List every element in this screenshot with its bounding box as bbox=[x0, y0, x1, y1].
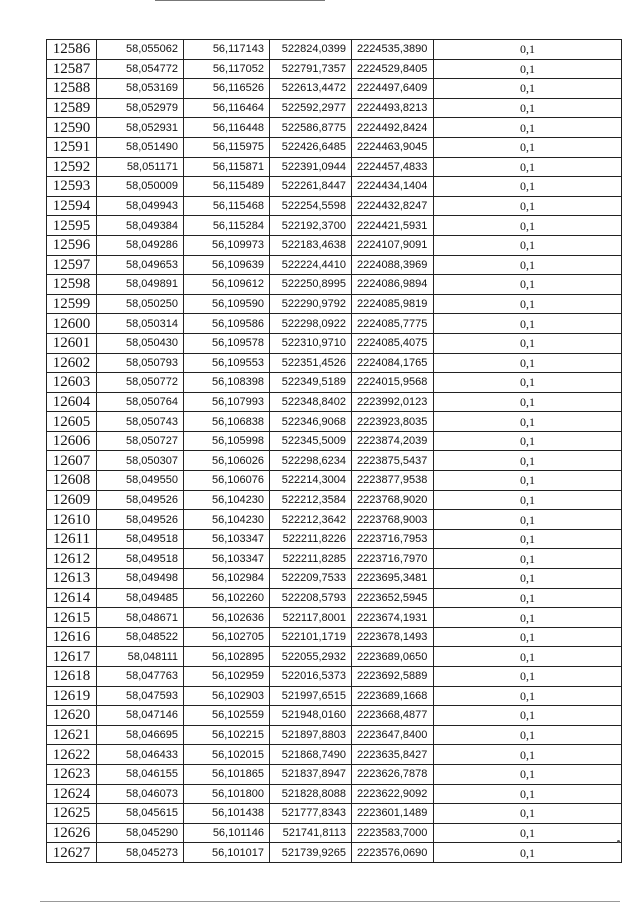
latitude-cell: 58,050743 bbox=[97, 412, 184, 432]
y-coordinate-cell: 2224463,9045 bbox=[352, 137, 434, 157]
x-coordinate-cell: 522426,6485 bbox=[270, 137, 352, 157]
x-coordinate-cell: 522613,4472 bbox=[270, 79, 352, 99]
x-coordinate-cell: 522586,8775 bbox=[270, 118, 352, 138]
y-coordinate-cell: 2224015,9568 bbox=[352, 373, 434, 393]
point-number-cell: 12616 bbox=[47, 627, 97, 647]
x-coordinate-cell: 522250,8995 bbox=[270, 275, 352, 295]
point-number-cell: 12612 bbox=[47, 549, 97, 569]
x-coordinate-cell: 522183,4638 bbox=[270, 235, 352, 255]
longitude-cell: 56,106026 bbox=[184, 451, 270, 471]
latitude-cell: 58,049286 bbox=[97, 235, 184, 255]
x-coordinate-cell: 521997,6515 bbox=[270, 686, 352, 706]
latitude-cell: 58,048111 bbox=[97, 647, 184, 667]
x-coordinate-cell: 522208,5793 bbox=[270, 588, 352, 608]
y-coordinate-cell: 2223635,8427 bbox=[352, 745, 434, 765]
point-number-cell: 12620 bbox=[47, 706, 97, 726]
y-coordinate-cell: 2223678,1493 bbox=[352, 627, 434, 647]
latitude-cell: 58,049485 bbox=[97, 588, 184, 608]
longitude-cell: 56,101865 bbox=[184, 764, 270, 784]
x-coordinate-cell: 522212,3642 bbox=[270, 510, 352, 530]
table-row bbox=[47, 784, 622, 804]
longitude-cell: 56,102559 bbox=[184, 706, 270, 726]
accuracy-cell: 0,1 bbox=[434, 431, 622, 451]
table-row bbox=[47, 294, 622, 314]
x-coordinate-cell: 522290,9792 bbox=[270, 294, 352, 314]
latitude-cell: 58,055062 bbox=[97, 40, 184, 60]
latitude-cell: 58,047763 bbox=[97, 667, 184, 687]
x-coordinate-cell: 522101,1719 bbox=[270, 627, 352, 647]
y-coordinate-cell: 2224421,5931 bbox=[352, 216, 434, 236]
point-number-cell: 12603 bbox=[47, 373, 97, 393]
top-scan-line bbox=[155, 0, 325, 1]
accuracy-cell: 0,1 bbox=[434, 137, 622, 157]
table-row bbox=[47, 471, 622, 491]
longitude-cell: 56,104230 bbox=[184, 490, 270, 510]
longitude-cell: 56,102215 bbox=[184, 725, 270, 745]
longitude-cell: 56,115975 bbox=[184, 137, 270, 157]
latitude-cell: 58,052979 bbox=[97, 98, 184, 118]
y-coordinate-cell: 2224107,9091 bbox=[352, 235, 434, 255]
y-coordinate-cell: 2224085,9819 bbox=[352, 294, 434, 314]
y-coordinate-cell: 2224529,8405 bbox=[352, 59, 434, 79]
table-row bbox=[47, 59, 622, 79]
longitude-cell: 56,101017 bbox=[184, 843, 270, 863]
y-coordinate-cell: 2223689,0650 bbox=[352, 647, 434, 667]
latitude-cell: 58,046433 bbox=[97, 745, 184, 765]
longitude-cell: 56,117143 bbox=[184, 40, 270, 60]
y-coordinate-cell: 2223647,8400 bbox=[352, 725, 434, 745]
table-row bbox=[47, 177, 622, 197]
latitude-cell: 58,053169 bbox=[97, 79, 184, 99]
longitude-cell: 56,109553 bbox=[184, 353, 270, 373]
y-coordinate-cell: 2223689,1668 bbox=[352, 686, 434, 706]
y-coordinate-cell: 2223877,9538 bbox=[352, 471, 434, 491]
latitude-cell: 58,049526 bbox=[97, 490, 184, 510]
point-number-cell: 12614 bbox=[47, 588, 97, 608]
y-coordinate-cell: 2223992,0123 bbox=[352, 392, 434, 412]
longitude-cell: 56,102636 bbox=[184, 608, 270, 628]
x-coordinate-cell: 521777,8343 bbox=[270, 804, 352, 824]
x-coordinate-cell: 521739,9265 bbox=[270, 843, 352, 863]
table-row bbox=[47, 451, 622, 471]
latitude-cell: 58,049518 bbox=[97, 549, 184, 569]
x-coordinate-cell: 522592,2977 bbox=[270, 98, 352, 118]
latitude-cell: 58,050250 bbox=[97, 294, 184, 314]
scan-speck bbox=[617, 840, 620, 843]
accuracy-cell: 0,1 bbox=[434, 588, 622, 608]
x-coordinate-cell: 521948,0160 bbox=[270, 706, 352, 726]
longitude-cell: 56,101438 bbox=[184, 804, 270, 824]
longitude-cell: 56,102895 bbox=[184, 647, 270, 667]
longitude-cell: 56,115284 bbox=[184, 216, 270, 236]
accuracy-cell: 0,1 bbox=[434, 275, 622, 295]
table-row bbox=[47, 706, 622, 726]
accuracy-cell: 0,1 bbox=[434, 98, 622, 118]
x-coordinate-cell: 522391,0944 bbox=[270, 157, 352, 177]
x-coordinate-cell: 522346,9068 bbox=[270, 412, 352, 432]
latitude-cell: 58,046695 bbox=[97, 725, 184, 745]
point-number-cell: 12610 bbox=[47, 510, 97, 530]
y-coordinate-cell: 2224432,8247 bbox=[352, 196, 434, 216]
x-coordinate-cell: 522055,2932 bbox=[270, 647, 352, 667]
accuracy-cell: 0,1 bbox=[434, 647, 622, 667]
accuracy-cell: 0,1 bbox=[434, 510, 622, 530]
y-coordinate-cell: 2223768,9003 bbox=[352, 510, 434, 530]
accuracy-cell: 0,1 bbox=[434, 59, 622, 79]
x-coordinate-cell: 522345,5009 bbox=[270, 431, 352, 451]
accuracy-cell: 0,1 bbox=[434, 196, 622, 216]
x-coordinate-cell: 521897,8803 bbox=[270, 725, 352, 745]
point-number-cell: 12607 bbox=[47, 451, 97, 471]
bottom-scan-line bbox=[40, 901, 620, 902]
latitude-cell: 58,052931 bbox=[97, 118, 184, 138]
latitude-cell: 58,049384 bbox=[97, 216, 184, 236]
accuracy-cell: 0,1 bbox=[434, 294, 622, 314]
latitude-cell: 58,047593 bbox=[97, 686, 184, 706]
latitude-cell: 58,049891 bbox=[97, 275, 184, 295]
accuracy-cell: 0,1 bbox=[434, 314, 622, 334]
longitude-cell: 56,102705 bbox=[184, 627, 270, 647]
latitude-cell: 58,045290 bbox=[97, 823, 184, 843]
table-row bbox=[47, 608, 622, 628]
table-row bbox=[47, 196, 622, 216]
table-row bbox=[47, 823, 622, 843]
longitude-cell: 56,109612 bbox=[184, 275, 270, 295]
table-row bbox=[47, 764, 622, 784]
longitude-cell: 56,101800 bbox=[184, 784, 270, 804]
latitude-cell: 58,048522 bbox=[97, 627, 184, 647]
longitude-cell: 56,107993 bbox=[184, 392, 270, 412]
accuracy-cell: 0,1 bbox=[434, 333, 622, 353]
point-number-cell: 12606 bbox=[47, 431, 97, 451]
table-row bbox=[47, 255, 622, 275]
latitude-cell: 58,050772 bbox=[97, 373, 184, 393]
accuracy-cell: 0,1 bbox=[434, 706, 622, 726]
coordinates-table bbox=[46, 39, 622, 863]
latitude-cell: 58,050430 bbox=[97, 333, 184, 353]
accuracy-cell: 0,1 bbox=[434, 373, 622, 393]
x-coordinate-cell: 522211,8226 bbox=[270, 529, 352, 549]
longitude-cell: 56,106838 bbox=[184, 412, 270, 432]
point-number-cell: 12591 bbox=[47, 137, 97, 157]
latitude-cell: 58,050793 bbox=[97, 353, 184, 373]
latitude-cell: 58,050314 bbox=[97, 314, 184, 334]
point-number-cell: 12594 bbox=[47, 196, 97, 216]
longitude-cell: 56,104230 bbox=[184, 510, 270, 530]
point-number-cell: 12623 bbox=[47, 764, 97, 784]
point-number-cell: 12625 bbox=[47, 804, 97, 824]
table-row bbox=[47, 843, 622, 863]
latitude-cell: 58,047146 bbox=[97, 706, 184, 726]
table-row bbox=[47, 79, 622, 99]
point-number-cell: 12598 bbox=[47, 275, 97, 295]
point-number-cell: 12615 bbox=[47, 608, 97, 628]
accuracy-cell: 0,1 bbox=[434, 823, 622, 843]
longitude-cell: 56,115489 bbox=[184, 177, 270, 197]
x-coordinate-cell: 522310,9710 bbox=[270, 333, 352, 353]
accuracy-cell: 0,1 bbox=[434, 667, 622, 687]
accuracy-cell: 0,1 bbox=[434, 177, 622, 197]
y-coordinate-cell: 2224085,7775 bbox=[352, 314, 434, 334]
point-number-cell: 12627 bbox=[47, 843, 97, 863]
table-row bbox=[47, 40, 622, 60]
accuracy-cell: 0,1 bbox=[434, 216, 622, 236]
x-coordinate-cell: 522214,3004 bbox=[270, 471, 352, 491]
table-row bbox=[47, 588, 622, 608]
x-coordinate-cell: 522254,5598 bbox=[270, 196, 352, 216]
latitude-cell: 58,050307 bbox=[97, 451, 184, 471]
table-row bbox=[47, 353, 622, 373]
accuracy-cell: 0,1 bbox=[434, 569, 622, 589]
longitude-cell: 56,103347 bbox=[184, 529, 270, 549]
accuracy-cell: 0,1 bbox=[434, 255, 622, 275]
point-number-cell: 12600 bbox=[47, 314, 97, 334]
latitude-cell: 58,051171 bbox=[97, 157, 184, 177]
longitude-cell: 56,116464 bbox=[184, 98, 270, 118]
longitude-cell: 56,101146 bbox=[184, 823, 270, 843]
point-number-cell: 12588 bbox=[47, 79, 97, 99]
x-coordinate-cell: 522298,6234 bbox=[270, 451, 352, 471]
point-number-cell: 12622 bbox=[47, 745, 97, 765]
y-coordinate-cell: 2224434,1404 bbox=[352, 177, 434, 197]
latitude-cell: 58,048671 bbox=[97, 608, 184, 628]
x-coordinate-cell: 522117,8001 bbox=[270, 608, 352, 628]
latitude-cell: 58,054772 bbox=[97, 59, 184, 79]
point-number-cell: 12602 bbox=[47, 353, 97, 373]
x-coordinate-cell: 522824,0399 bbox=[270, 40, 352, 60]
x-coordinate-cell: 522211,8285 bbox=[270, 549, 352, 569]
y-coordinate-cell: 2223576,0690 bbox=[352, 843, 434, 863]
point-number-cell: 12587 bbox=[47, 59, 97, 79]
latitude-cell: 58,051490 bbox=[97, 137, 184, 157]
point-number-cell: 12611 bbox=[47, 529, 97, 549]
table-row bbox=[47, 392, 622, 412]
x-coordinate-cell: 522349,5189 bbox=[270, 373, 352, 393]
point-number-cell: 12619 bbox=[47, 686, 97, 706]
table-row bbox=[47, 490, 622, 510]
accuracy-cell: 0,1 bbox=[434, 40, 622, 60]
accuracy-cell: 0,1 bbox=[434, 843, 622, 863]
y-coordinate-cell: 2223652,5945 bbox=[352, 588, 434, 608]
x-coordinate-cell: 521868,7490 bbox=[270, 745, 352, 765]
point-number-cell: 12605 bbox=[47, 412, 97, 432]
latitude-cell: 58,049498 bbox=[97, 569, 184, 589]
accuracy-cell: 0,1 bbox=[434, 784, 622, 804]
y-coordinate-cell: 2223583,7000 bbox=[352, 823, 434, 843]
latitude-cell: 58,049653 bbox=[97, 255, 184, 275]
x-coordinate-cell: 522212,3584 bbox=[270, 490, 352, 510]
point-number-cell: 12597 bbox=[47, 255, 97, 275]
longitude-cell: 56,116448 bbox=[184, 118, 270, 138]
point-number-cell: 12596 bbox=[47, 235, 97, 255]
latitude-cell: 58,045273 bbox=[97, 843, 184, 863]
table-row bbox=[47, 98, 622, 118]
table-row bbox=[47, 314, 622, 334]
accuracy-cell: 0,1 bbox=[434, 451, 622, 471]
accuracy-cell: 0,1 bbox=[434, 79, 622, 99]
longitude-cell: 56,103347 bbox=[184, 549, 270, 569]
point-number-cell: 12613 bbox=[47, 569, 97, 589]
y-coordinate-cell: 2223768,9020 bbox=[352, 490, 434, 510]
longitude-cell: 56,105998 bbox=[184, 431, 270, 451]
longitude-cell: 56,102015 bbox=[184, 745, 270, 765]
accuracy-cell: 0,1 bbox=[434, 804, 622, 824]
longitude-cell: 56,102260 bbox=[184, 588, 270, 608]
table-row bbox=[47, 667, 622, 687]
point-number-cell: 12593 bbox=[47, 177, 97, 197]
y-coordinate-cell: 2223601,1489 bbox=[352, 804, 434, 824]
y-coordinate-cell: 2223626,7878 bbox=[352, 764, 434, 784]
accuracy-cell: 0,1 bbox=[434, 764, 622, 784]
y-coordinate-cell: 2224493,8213 bbox=[352, 98, 434, 118]
point-number-cell: 12604 bbox=[47, 392, 97, 412]
y-coordinate-cell: 2224497,6409 bbox=[352, 79, 434, 99]
longitude-cell: 56,102984 bbox=[184, 569, 270, 589]
accuracy-cell: 0,1 bbox=[434, 471, 622, 491]
accuracy-cell: 0,1 bbox=[434, 686, 622, 706]
y-coordinate-cell: 2223875,5437 bbox=[352, 451, 434, 471]
point-number-cell: 12621 bbox=[47, 725, 97, 745]
longitude-cell: 56,109639 bbox=[184, 255, 270, 275]
x-coordinate-cell: 522298,0922 bbox=[270, 314, 352, 334]
y-coordinate-cell: 2223874,2039 bbox=[352, 431, 434, 451]
latitude-cell: 58,050727 bbox=[97, 431, 184, 451]
latitude-cell: 58,045615 bbox=[97, 804, 184, 824]
x-coordinate-cell: 522351,4526 bbox=[270, 353, 352, 373]
y-coordinate-cell: 2223923,8035 bbox=[352, 412, 434, 432]
latitude-cell: 58,050764 bbox=[97, 392, 184, 412]
table-row bbox=[47, 549, 622, 569]
point-number-cell: 12590 bbox=[47, 118, 97, 138]
y-coordinate-cell: 2223716,7953 bbox=[352, 529, 434, 549]
y-coordinate-cell: 2224086,9894 bbox=[352, 275, 434, 295]
longitude-cell: 56,109973 bbox=[184, 235, 270, 255]
longitude-cell: 56,106076 bbox=[184, 471, 270, 491]
point-number-cell: 12586 bbox=[47, 40, 97, 60]
table-row bbox=[47, 235, 622, 255]
table-row bbox=[47, 529, 622, 549]
point-number-cell: 12592 bbox=[47, 157, 97, 177]
point-number-cell: 12609 bbox=[47, 490, 97, 510]
table-row bbox=[47, 647, 622, 667]
y-coordinate-cell: 2223695,3481 bbox=[352, 569, 434, 589]
table-row bbox=[47, 275, 622, 295]
latitude-cell: 58,046155 bbox=[97, 764, 184, 784]
x-coordinate-cell: 522016,5373 bbox=[270, 667, 352, 687]
x-coordinate-cell: 522791,7357 bbox=[270, 59, 352, 79]
table-row bbox=[47, 373, 622, 393]
table-row bbox=[47, 804, 622, 824]
table-row bbox=[47, 686, 622, 706]
accuracy-cell: 0,1 bbox=[434, 725, 622, 745]
y-coordinate-cell: 2223668,4877 bbox=[352, 706, 434, 726]
latitude-cell: 58,049550 bbox=[97, 471, 184, 491]
x-coordinate-cell: 522348,8402 bbox=[270, 392, 352, 412]
accuracy-cell: 0,1 bbox=[434, 118, 622, 138]
latitude-cell: 58,046073 bbox=[97, 784, 184, 804]
point-number-cell: 12618 bbox=[47, 667, 97, 687]
accuracy-cell: 0,1 bbox=[434, 745, 622, 765]
point-number-cell: 12617 bbox=[47, 647, 97, 667]
coordinates-table-body bbox=[47, 40, 622, 863]
table-row bbox=[47, 725, 622, 745]
longitude-cell: 56,117052 bbox=[184, 59, 270, 79]
table-row bbox=[47, 431, 622, 451]
y-coordinate-cell: 2223622,9092 bbox=[352, 784, 434, 804]
table-row bbox=[47, 510, 622, 530]
point-number-cell: 12589 bbox=[47, 98, 97, 118]
x-coordinate-cell: 522192,3700 bbox=[270, 216, 352, 236]
latitude-cell: 58,049943 bbox=[97, 196, 184, 216]
x-coordinate-cell: 521741,8113 bbox=[270, 823, 352, 843]
accuracy-cell: 0,1 bbox=[434, 490, 622, 510]
point-number-cell: 12595 bbox=[47, 216, 97, 236]
table-row bbox=[47, 157, 622, 177]
latitude-cell: 58,050009 bbox=[97, 177, 184, 197]
accuracy-cell: 0,1 bbox=[434, 235, 622, 255]
y-coordinate-cell: 2224535,3890 bbox=[352, 40, 434, 60]
x-coordinate-cell: 522209,7533 bbox=[270, 569, 352, 589]
table-row bbox=[47, 118, 622, 138]
point-number-cell: 12626 bbox=[47, 823, 97, 843]
accuracy-cell: 0,1 bbox=[434, 608, 622, 628]
accuracy-cell: 0,1 bbox=[434, 627, 622, 647]
point-number-cell: 12601 bbox=[47, 333, 97, 353]
x-coordinate-cell: 522261,8447 bbox=[270, 177, 352, 197]
accuracy-cell: 0,1 bbox=[434, 529, 622, 549]
y-coordinate-cell: 2224084,1765 bbox=[352, 353, 434, 373]
x-coordinate-cell: 521837,8947 bbox=[270, 764, 352, 784]
table-row bbox=[47, 412, 622, 432]
longitude-cell: 56,102959 bbox=[184, 667, 270, 687]
accuracy-cell: 0,1 bbox=[434, 549, 622, 569]
accuracy-cell: 0,1 bbox=[434, 157, 622, 177]
latitude-cell: 58,049518 bbox=[97, 529, 184, 549]
accuracy-cell: 0,1 bbox=[434, 412, 622, 432]
table-row bbox=[47, 627, 622, 647]
accuracy-cell: 0,1 bbox=[434, 353, 622, 373]
point-number-cell: 12599 bbox=[47, 294, 97, 314]
longitude-cell: 56,109586 bbox=[184, 314, 270, 334]
longitude-cell: 56,115871 bbox=[184, 157, 270, 177]
longitude-cell: 56,116526 bbox=[184, 79, 270, 99]
table-row bbox=[47, 333, 622, 353]
table-row bbox=[47, 745, 622, 765]
y-coordinate-cell: 2224085,4075 bbox=[352, 333, 434, 353]
y-coordinate-cell: 2224457,4833 bbox=[352, 157, 434, 177]
y-coordinate-cell: 2223692,5889 bbox=[352, 667, 434, 687]
longitude-cell: 56,115468 bbox=[184, 196, 270, 216]
x-coordinate-cell: 521828,8088 bbox=[270, 784, 352, 804]
latitude-cell: 58,049526 bbox=[97, 510, 184, 530]
table-row bbox=[47, 137, 622, 157]
x-coordinate-cell: 522224,4410 bbox=[270, 255, 352, 275]
y-coordinate-cell: 2223674,1931 bbox=[352, 608, 434, 628]
table-row bbox=[47, 569, 622, 589]
point-number-cell: 12624 bbox=[47, 784, 97, 804]
y-coordinate-cell: 2224492,8424 bbox=[352, 118, 434, 138]
longitude-cell: 56,108398 bbox=[184, 373, 270, 393]
y-coordinate-cell: 2224088,3969 bbox=[352, 255, 434, 275]
accuracy-cell: 0,1 bbox=[434, 392, 622, 412]
longitude-cell: 56,102903 bbox=[184, 686, 270, 706]
point-number-cell: 12608 bbox=[47, 471, 97, 491]
table-row bbox=[47, 216, 622, 236]
y-coordinate-cell: 2223716,7970 bbox=[352, 549, 434, 569]
longitude-cell: 56,109590 bbox=[184, 294, 270, 314]
longitude-cell: 56,109578 bbox=[184, 333, 270, 353]
